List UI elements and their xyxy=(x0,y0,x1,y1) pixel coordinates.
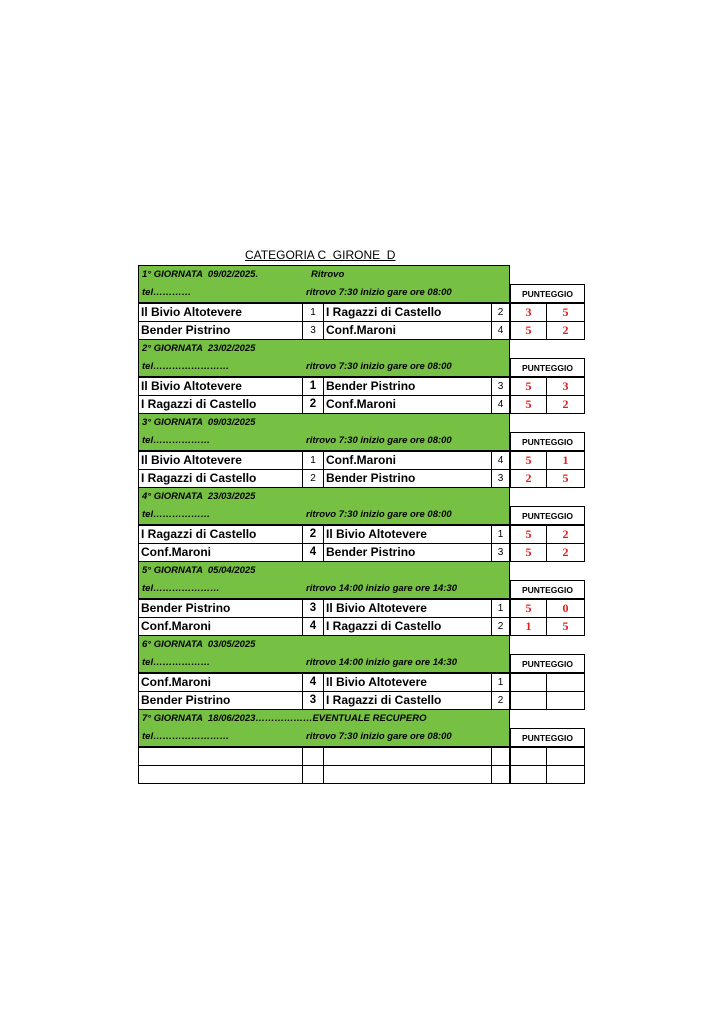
home-score xyxy=(510,765,547,784)
page-title: CATEGORIA C GIRONE D xyxy=(245,248,396,262)
away-score: 5 xyxy=(546,303,585,322)
round-title: 1° GIORNATA 09/02/2025. xyxy=(142,269,259,280)
away-seed: 1 xyxy=(491,673,510,692)
away-score: 3 xyxy=(546,377,585,396)
punteggio-label: PUNTEGGIO xyxy=(510,580,585,599)
home-score xyxy=(510,747,547,766)
home-score xyxy=(510,691,547,710)
round-schedule: ritrovo 7:30 inizio gare ore 08:00 xyxy=(306,287,452,298)
punteggio-label: PUNTEGGIO xyxy=(510,358,585,377)
home-score: 5 xyxy=(510,321,547,340)
home-score: 3 xyxy=(510,303,547,322)
away-team: Il Bivio Altotevere xyxy=(323,599,492,618)
away-team: Conf.Maroni xyxy=(323,451,492,470)
round-tel: tel……………… xyxy=(142,509,211,520)
round-tel: tel……………… xyxy=(142,657,211,668)
away-team: I Ragazzi di Castello xyxy=(323,691,492,710)
punteggio-label: PUNTEGGIO xyxy=(510,284,585,303)
away-team xyxy=(323,765,492,784)
home-seed: 3 xyxy=(302,599,324,618)
round-title: 7° GIORNATA 18/06/2023………………EVENTUALE RECUPERO xyxy=(142,713,427,724)
home-team: Conf.Maroni xyxy=(138,543,303,562)
home-team: Bender Pistrino xyxy=(138,599,303,618)
round-ritrovo-label: Ritrovo xyxy=(311,269,345,280)
round-schedule: ritrovo 14:00 inizio gare ore 14:30 xyxy=(306,583,458,594)
home-seed: 4 xyxy=(302,673,324,692)
home-score xyxy=(510,673,547,692)
round-title: 6° GIORNATA 03/05/2025 xyxy=(142,639,256,650)
round-header xyxy=(138,339,510,377)
away-seed: 4 xyxy=(491,395,510,414)
home-score: 5 xyxy=(510,599,547,618)
round-schedule: ritrovo 7:30 inizio gare ore 08:00 xyxy=(306,435,452,446)
round-tel: tel……………… xyxy=(142,435,211,446)
round-header xyxy=(138,265,510,303)
away-score: 2 xyxy=(546,525,585,544)
home-team xyxy=(138,765,303,784)
home-seed: 1 xyxy=(302,303,324,322)
round-title: 3° GIORNATA 09/03/2025 xyxy=(142,417,256,428)
round-title: 2° GIORNATA 23/02/2025 xyxy=(142,343,256,354)
round-title: 5° GIORNATA 05/04/2025 xyxy=(142,565,256,576)
away-team: Bender Pistrino xyxy=(323,543,492,562)
punteggio-label: PUNTEGGIO xyxy=(510,654,585,673)
away-team: I Ragazzi di Castello xyxy=(323,303,492,322)
home-seed: 1 xyxy=(302,377,324,396)
home-team: Il Bivio Altotevere xyxy=(138,303,303,322)
home-seed: 2 xyxy=(302,469,324,488)
home-score: 2 xyxy=(510,469,547,488)
away-team xyxy=(323,747,492,766)
home-seed: 2 xyxy=(302,395,324,414)
round-title: 4° GIORNATA 23/03/2025 xyxy=(142,491,256,502)
home-team: Conf.Maroni xyxy=(138,673,303,692)
home-team: Il Bivio Altotevere xyxy=(138,451,303,470)
away-team: Il Bivio Altotevere xyxy=(323,673,492,692)
home-score: 1 xyxy=(510,617,547,636)
home-team: Bender Pistrino xyxy=(138,691,303,710)
away-score: 2 xyxy=(546,321,585,340)
away-seed: 4 xyxy=(491,451,510,470)
away-seed: 1 xyxy=(491,599,510,618)
away-score xyxy=(546,747,585,766)
home-seed: 2 xyxy=(302,525,324,544)
home-score: 5 xyxy=(510,395,547,414)
home-seed: 3 xyxy=(302,321,324,340)
away-seed: 3 xyxy=(491,543,510,562)
home-score: 5 xyxy=(510,525,547,544)
away-score: 0 xyxy=(546,599,585,618)
round-tel: tel………………… xyxy=(142,583,220,594)
away-score: 1 xyxy=(546,451,585,470)
home-score: 5 xyxy=(510,377,547,396)
away-team: Bender Pistrino xyxy=(323,377,492,396)
away-seed: 1 xyxy=(491,525,510,544)
away-seed xyxy=(491,747,510,766)
away-seed: 3 xyxy=(491,469,510,488)
away-team: Il Bivio Altotevere xyxy=(323,525,492,544)
home-score: 5 xyxy=(510,451,547,470)
home-seed: 4 xyxy=(302,617,324,636)
round-tel: tel…………………… xyxy=(142,361,230,372)
away-seed: 2 xyxy=(491,691,510,710)
round-header xyxy=(138,413,510,451)
away-seed: 3 xyxy=(491,377,510,396)
home-seed xyxy=(302,765,324,784)
away-seed: 4 xyxy=(491,321,510,340)
home-seed: 4 xyxy=(302,543,324,562)
home-seed xyxy=(302,747,324,766)
round-schedule: ritrovo 7:30 inizio gare ore 08:00 xyxy=(306,731,452,742)
away-score: 2 xyxy=(546,395,585,414)
punteggio-label: PUNTEGGIO xyxy=(510,432,585,451)
away-seed xyxy=(491,765,510,784)
round-header xyxy=(138,561,510,599)
home-team: Conf.Maroni xyxy=(138,617,303,636)
away-seed: 2 xyxy=(491,617,510,636)
away-score: 5 xyxy=(546,617,585,636)
round-schedule: ritrovo 14:00 inizio gare ore 14:30 xyxy=(306,657,458,668)
home-team: Bender Pistrino xyxy=(138,321,303,340)
home-team xyxy=(138,747,303,766)
away-team: Bender Pistrino xyxy=(323,469,492,488)
punteggio-label: PUNTEGGIO xyxy=(510,506,585,525)
home-team: I Ragazzi di Castello xyxy=(138,395,303,414)
round-schedule: ritrovo 7:30 inizio gare ore 08:00 xyxy=(306,361,452,372)
round-header xyxy=(138,487,510,525)
home-seed: 1 xyxy=(302,451,324,470)
home-team: Il Bivio Altotevere xyxy=(138,377,303,396)
away-score xyxy=(546,765,585,784)
round-header xyxy=(138,709,510,747)
away-team: I Ragazzi di Castello xyxy=(323,617,492,636)
away-score: 2 xyxy=(546,543,585,562)
round-tel: tel………… xyxy=(142,287,192,298)
home-team: I Ragazzi di Castello xyxy=(138,469,303,488)
away-team: Conf.Maroni xyxy=(323,395,492,414)
home-score: 5 xyxy=(510,543,547,562)
away-score xyxy=(546,673,585,692)
away-score xyxy=(546,691,585,710)
home-team: I Ragazzi di Castello xyxy=(138,525,303,544)
punteggio-label: PUNTEGGIO xyxy=(510,728,585,747)
round-tel: tel…………………… xyxy=(142,731,230,742)
away-seed: 2 xyxy=(491,303,510,322)
away-team: Conf.Maroni xyxy=(323,321,492,340)
round-schedule: ritrovo 7:30 inizio gare ore 08:00 xyxy=(306,509,452,520)
away-score: 5 xyxy=(546,469,585,488)
home-seed: 3 xyxy=(302,691,324,710)
round-header xyxy=(138,635,510,673)
